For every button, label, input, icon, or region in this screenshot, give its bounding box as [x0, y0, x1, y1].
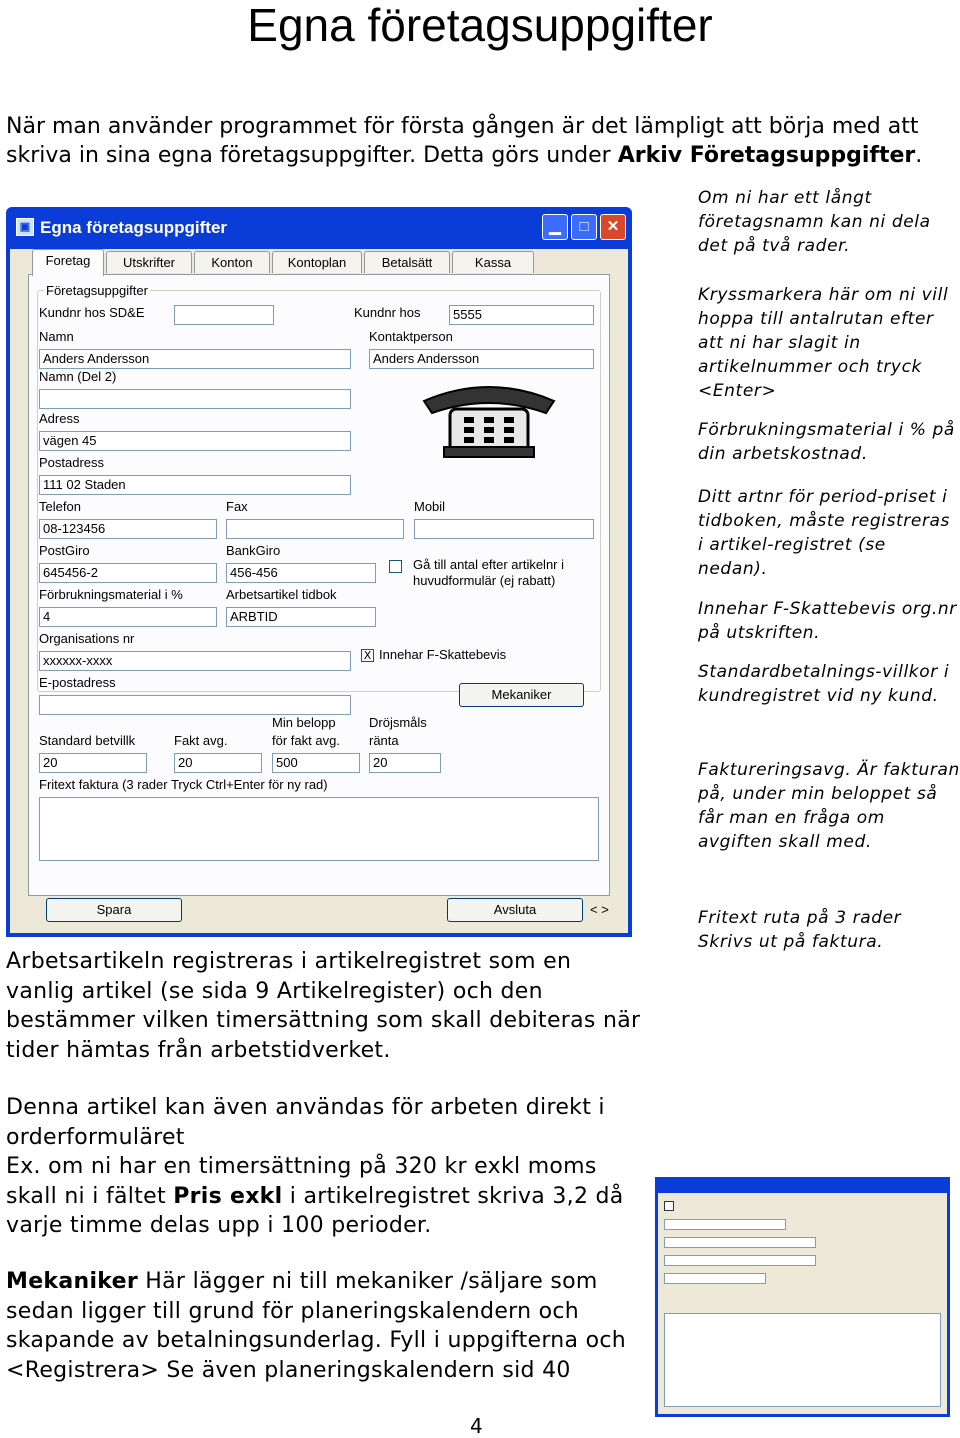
epost-field[interactable] — [39, 695, 351, 715]
label-mobil: Mobil — [414, 499, 446, 514]
note-invoice-fee: Faktureringsavg. Är fakturan på, under min beloppet så får man en fråga om avgiften skall med. — [698, 760, 960, 852]
label-arbetsartikel: Arbetsartikel tidbok — [226, 587, 337, 602]
mechanic-dialog-thumbnail — [655, 1177, 950, 1417]
company-details-dialog — [6, 207, 632, 937]
thumb-field-3 — [664, 1255, 816, 1266]
f-tax-checkbox[interactable]: X — [361, 649, 374, 662]
f-tax-label: Innehar F-Skattebevis — [379, 647, 507, 662]
p2-field-name: Pris exkl — [173, 1183, 283, 1209]
label-postgiro: PostGiro — [39, 543, 90, 558]
telephone-icon — [414, 379, 564, 459]
forbrukning-field[interactable]: 4 — [39, 607, 217, 627]
namn-field[interactable]: Anders Andersson — [39, 349, 351, 369]
label-forbrukning: Förbrukningsmaterial i % — [39, 587, 183, 602]
drojsmal-field[interactable]: 20 — [369, 753, 441, 773]
paragraph-order-form — [6, 1093, 646, 1241]
page-number: 4 — [470, 1414, 483, 1438]
thumb-checkbox — [664, 1201, 674, 1211]
dialog-titlebar — [10, 207, 628, 249]
orgnr-field[interactable]: xxxxxx-xxxx — [39, 651, 351, 671]
label-adress: Adress — [39, 411, 80, 426]
label-telefon: Telefon — [39, 499, 81, 514]
label-drojsmal: Dröjsmåls — [369, 715, 427, 730]
thumb-client — [658, 1193, 947, 1414]
bankgiro-field[interactable]: 456-456 — [226, 563, 376, 583]
tab-betalsatt[interactable]: Betalsätt — [364, 251, 450, 273]
kundnr-hos-field[interactable]: 5555 — [449, 305, 594, 325]
label-orgnr: Organisations nr — [39, 631, 135, 646]
app-icon: ▣ — [16, 218, 34, 236]
label-fritext: Fritext faktura (3 rader Tryck Ctrl+Enter för ny rad) — [39, 777, 328, 792]
thumb-list — [664, 1313, 941, 1407]
dialog-client — [10, 249, 628, 933]
thumb-field-2 — [664, 1237, 816, 1248]
label-namn-del2: Namn (Del 2) — [39, 369, 117, 384]
label-min-belopp-2: för fakt avg. — [272, 733, 340, 748]
thumb-titlebar — [658, 1177, 947, 1193]
label-postadress: Postadress — [39, 455, 105, 470]
p2-end: i artikelregistret skriva 3,2 då varje timme delas upp i 100 perioder. — [6, 1183, 624, 1238]
label-epost: E-postadress — [39, 675, 116, 690]
maximize-icon[interactable]: □ — [571, 214, 597, 240]
minimize-icon[interactable]: ▁ — [542, 214, 568, 240]
intro-text: När man använder programmet för första gången är det lämpligt att börja med att skriva in sina egna företagsuppgifter. Detta görs under — [6, 114, 919, 168]
tab-kassa[interactable]: Kassa — [452, 251, 534, 273]
label-std-betvillk: Standard betvillk — [39, 733, 136, 748]
std-betvillk-field[interactable]: 20 — [39, 753, 147, 773]
paragraph-work-article: Arbetsartikeln registreras i artikelregistret som en vanlig artikel (se sida 9 Artikelregister) och den bestämmer vilken timersättning som skall debiteras när tider hämtas från arbetstidverket. — [6, 949, 641, 1063]
min-belopp-field[interactable]: 500 — [272, 753, 360, 773]
label-bankgiro: BankGiro — [226, 543, 281, 558]
fakt-avg-field[interactable]: 20 — [174, 753, 262, 773]
mechanic-heading: Mekaniker — [6, 1269, 139, 1294]
note-period-article: Ditt artnr för period-priset i tidboken, måste registreras i artikel-registret (se nedan). — [698, 487, 951, 579]
label-min-belopp: Min belopp — [272, 715, 336, 730]
dialog-title: Egna företagsuppgifter — [40, 218, 228, 237]
note-payment-terms: Standardbetalnings-villkor i kundregistret vid ny kund. — [698, 662, 950, 706]
tab-kontoplan[interactable]: Kontoplan — [272, 251, 362, 273]
telefon-field[interactable]: 08-123456 — [39, 519, 217, 539]
label-kontaktperson: Kontaktperson — [369, 329, 453, 344]
p2-line1: Denna artikel kan även användas för arbeten direkt i orderformuläret — [6, 1095, 605, 1150]
intro-paragraph — [6, 112, 946, 170]
group-label: Företagsuppgifter — [46, 283, 148, 298]
thumb-field-4 — [664, 1273, 766, 1284]
p2-example: Ex. om ni har en timersättning på 320 kr exkl moms skall ni i fältet — [6, 1154, 597, 1209]
goto-quantity-label: Gå till antal efter artikelnr i huvudformulär (ej rabatt) — [413, 557, 565, 588]
tab-foretag[interactable]: Foretag — [32, 249, 104, 276]
paragraph-mechanic — [6, 1267, 646, 1385]
kontaktperson-field[interactable]: Anders Andersson — [369, 349, 594, 369]
foretag-panel — [28, 274, 610, 896]
label-kundnr-hos: Kundnr hos — [354, 305, 421, 320]
namn-del2-field[interactable] — [39, 389, 351, 409]
label-kundnr-sdae: Kundnr hos SD&E — [39, 305, 145, 320]
intro-end: . — [915, 143, 923, 168]
mobil-field[interactable] — [414, 519, 594, 539]
spara-button[interactable]: Spara — [46, 898, 182, 922]
mekaniker-button[interactable]: Mekaniker — [459, 683, 584, 707]
thumb-field-1 — [664, 1219, 786, 1230]
mechanic-text: Här lägger ni till mekaniker /säljare som sedan ligger till grund för planeringskalendern och skapande av betalningsunderlag. Fyll i uppgifterna och <Registrera> Se även planeringskalendern sid 40 — [6, 1269, 627, 1383]
tab-utskrifter[interactable]: Utskrifter — [106, 251, 192, 273]
label-namn: Namn — [39, 329, 74, 344]
adress-field[interactable]: vägen 45 — [39, 431, 351, 451]
label-ranta: ränta — [369, 733, 399, 748]
tab-konton[interactable]: Konton — [194, 251, 270, 273]
nav-arrows[interactable]: < > — [590, 902, 609, 917]
note-consumables: Förbrukningsmaterial i % på din arbetskostnad. — [698, 420, 955, 464]
fax-field[interactable] — [226, 519, 404, 539]
postadress-field[interactable]: 111 02 Staden — [39, 475, 351, 495]
arbetsartikel-field[interactable]: ARBTID — [226, 607, 376, 627]
note-free-text: Fritext ruta på 3 rader Skrivs ut på faktura. — [698, 908, 902, 952]
page-title: Egna företagsuppgifter — [247, 0, 713, 51]
goto-quantity-checkbox[interactable] — [389, 560, 402, 573]
note-f-tax: Innehar F-Skattebevis org.nr på utskriften. — [698, 599, 957, 643]
fritext-textarea[interactable] — [39, 797, 599, 861]
label-fakt-avg: Fakt avg. — [174, 733, 228, 748]
label-fax: Fax — [226, 499, 248, 514]
note-long-name: Om ni har ett långt företagsnamn kan ni dela det på två rader. — [698, 188, 931, 256]
postgiro-field[interactable]: 645456-2 — [39, 563, 217, 583]
intro-menu-path: Arkiv Företagsuppgifter — [617, 143, 916, 168]
kundnr-sdae-field[interactable] — [174, 305, 274, 325]
avsluta-button[interactable]: Avsluta — [447, 898, 583, 922]
note-jump-to-quantity: Kryssmarkera här om ni vill hoppa till antalrutan efter att ni har slagit in artikelnummer och tryck <Enter> — [698, 285, 949, 401]
close-icon[interactable]: ✕ — [600, 214, 626, 240]
